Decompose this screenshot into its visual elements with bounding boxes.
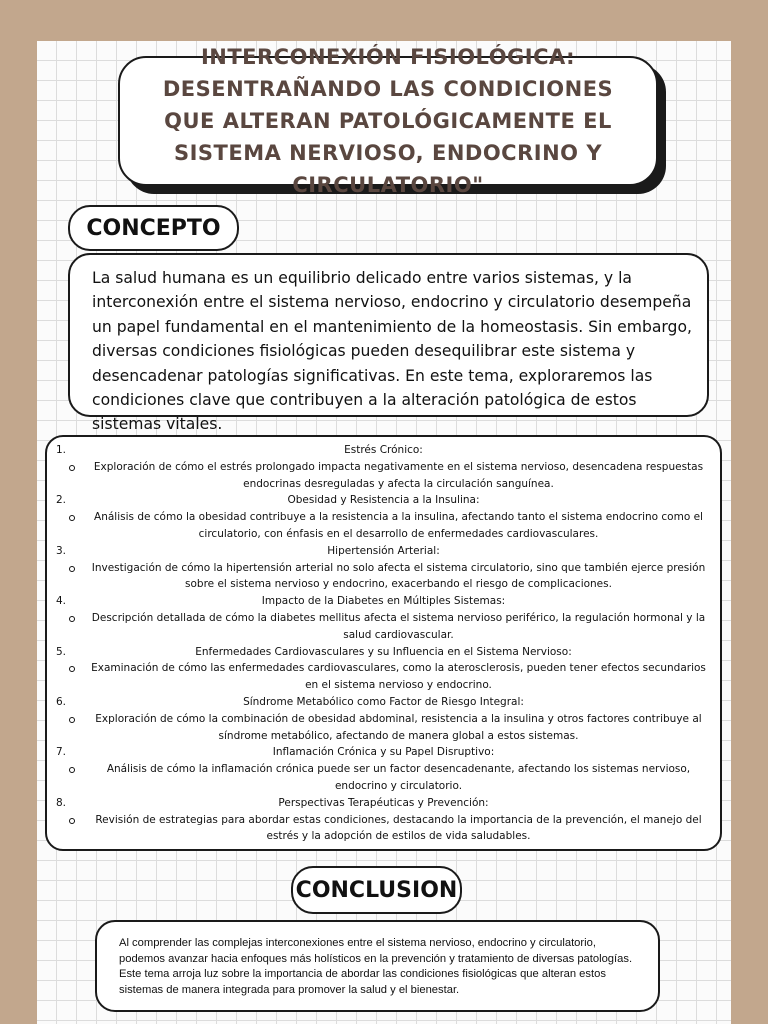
- item-number: 6.: [56, 695, 67, 708]
- item-title: Síndrome Metabólico como Factor de Riesgo Integral:: [243, 695, 524, 708]
- item-description: Investigación de cómo la hipertensión arterial no solo afecta el sistema circulatorio, sino que también ejerce presión sobre el sistema nervioso y endocrino, exacerbando el riesgo de complicaciones.: [53, 560, 714, 594]
- item-title: Hipertensión Arterial:: [327, 544, 440, 557]
- conditions-list: [45, 435, 722, 851]
- bullet-icon: [69, 616, 75, 622]
- list-item: [53, 543, 714, 593]
- list-item: [53, 795, 714, 845]
- list-item: [53, 492, 714, 542]
- concept-heading: CONCEPTO: [86, 215, 221, 241]
- list-item: [53, 442, 714, 492]
- item-description: Exploración de cómo el estrés prolongado impacta negativamente en el sistema nervioso, desencadena respuestas endocrinas desreguladas y afecta la circulación sanguínea.: [53, 459, 714, 493]
- item-title: Enfermedades Cardiovasculares y su Influencia en el Sistema Nervioso:: [195, 645, 572, 658]
- item-number: 5.: [56, 645, 67, 658]
- item-number: 8.: [56, 796, 67, 809]
- bullet-icon: [69, 515, 75, 521]
- bullet-icon: [69, 767, 75, 773]
- item-description: Examinación de cómo las enfermedades cardiovasculares, como la aterosclerosis, pueden tener efectos secundarios en el sistema nervioso y endocrino.: [53, 660, 714, 694]
- item-number: 1.: [56, 444, 67, 456]
- item-description: Análisis de cómo la obesidad contribuye a la resistencia a la insulina, afectando tanto el sistema endocrino como el circulatorio, con énfasis en el desarrollo de enfermedades cardiovasculares.: [53, 509, 714, 543]
- conclusion-text: Al comprender las complejas interconexiones entre el sistema nervioso, endocrino y circulatorio, podemos avanzar hacia enfoques más holísticos en la prevención y tratamiento de diversas patologías. Este tema arroja luz sobre la importancia de abordar las condiciones fisiológicas que alteran estos sistemas de manera integrada para promover la salud y el bienestar.: [119, 937, 633, 996]
- conclusion-heading-pill: [291, 866, 462, 914]
- item-title: Perspectivas Terapéuticas y Prevención:: [278, 796, 489, 809]
- item-description: Descripción detallada de cómo la diabetes mellitus afecta el sistema nervioso periférico, la regulación hormonal y la salud cardiovascular.: [53, 610, 714, 644]
- item-number: 4.: [56, 595, 67, 608]
- list-item: [53, 593, 714, 643]
- bullet-icon: [69, 666, 75, 672]
- item-title: Impacto de la Diabetes en Múltiples Sistemas:: [261, 595, 506, 608]
- list-item: [53, 744, 714, 794]
- item-description: Revisión de estrategias para abordar estas condiciones, destacando la importancia de la prevención, el manejo del estrés y la adopción de estilos de vida saludables.: [53, 812, 714, 846]
- bullet-icon: [69, 465, 75, 471]
- list-item: [53, 644, 714, 694]
- item-number: 3.: [56, 544, 67, 557]
- concept-text: La salud humana es un equilibrio delicado entre varios sistemas, y la interconexión entre el sistema nervioso, endocrino y circulatorio desempeña un papel fundamental en el mantenimiento de la homeostasis. Sin embargo, diversas condiciones fisiológicas pueden desequilibrar este sistema y desencadenar patologías significativas. En este tema, exploraremos las condiciones clave que contribuyen a la alteración patológica de estos sistemas vitales.: [92, 269, 692, 434]
- item-number: 7.: [56, 746, 67, 759]
- item-description: Análisis de cómo la inflamación crónica puede ser un factor desencadenante, afectando los sistemas nervioso, endocrino y circulatorio.: [53, 761, 714, 795]
- list-item: [53, 694, 714, 744]
- item-description: Exploración de cómo la combinación de obesidad abdominal, resistencia a la insulina y otros factores contribuye al síndrome metabólico, afectando de manera global a estos sistemas.: [53, 711, 714, 745]
- bullet-icon: [69, 717, 75, 723]
- item-number: 2.: [56, 494, 67, 507]
- bullet-icon: [69, 566, 75, 572]
- title-card: [118, 45, 658, 197]
- page-title: INTERCONEXIÓN FISIOLÓGICA: DESENTRAÑANDO LAS CONDICIONES QUE ALTERAN PATOLÓGICAMENTE EL SISTEMA NERVIOSO, ENDOCRINO Y CIRCULATORIO": [162, 45, 614, 197]
- item-title: Obesidad y Resistencia a la Insulina:: [287, 494, 480, 507]
- item-title: Inflamación Crónica y su Papel Disruptivo:: [272, 746, 495, 759]
- conclusion-card: [95, 920, 660, 1012]
- bullet-icon: [69, 818, 75, 824]
- concept-card: [68, 253, 709, 434]
- conclusion-heading: CONCLUSION: [295, 877, 458, 903]
- concept-heading-pill: [68, 205, 239, 251]
- item-title: Estrés Crónico:: [344, 444, 423, 456]
